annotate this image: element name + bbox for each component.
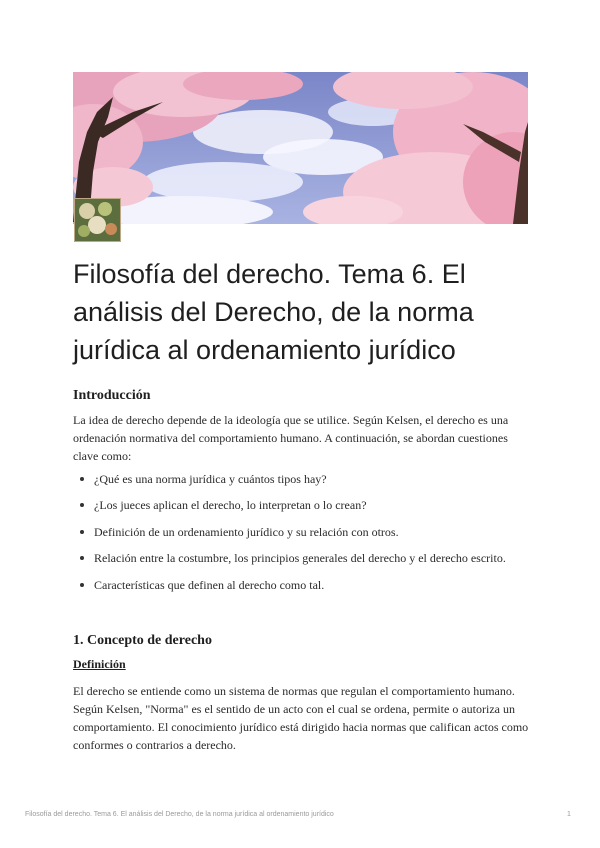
document-title: Filosofía del derecho. Tema 6. El análisis del Derecho, de la norma jurídica al ordenamiento jurídico: [73, 259, 474, 365]
list-item: [73, 523, 543, 541]
bullet-icon: [80, 530, 84, 534]
list-item-text: ¿Los jueces aplican el derecho, lo interpretan o lo crean?: [94, 498, 367, 513]
list-item: [73, 549, 543, 567]
list-item: [73, 496, 543, 514]
introduction-paragraph: La idea de derecho depende de la ideología que se utilice. Según Kelsen, el derecho es una ordenación normativa del comportamiento humano. A continuación, se abordan cuestiones clave como:: [73, 413, 509, 463]
food-photo-thumbnail: [74, 198, 121, 242]
introduction-heading: Introducción: [73, 388, 151, 403]
list-item-text: Características que definen al derecho como tal.: [94, 577, 325, 592]
cherry-blossom-banner-image: [73, 72, 528, 224]
concept-section-heading: 1. Concepto de derecho: [73, 633, 212, 648]
list-item: [73, 470, 543, 488]
bullet-icon: [80, 556, 84, 560]
list-item-text: Relación entre la costumbre, los principios generales del derecho y el derecho escrito.: [94, 551, 506, 566]
introduction-bullet-list: [73, 470, 543, 602]
bullet-icon: [80, 583, 84, 587]
bullet-icon: [80, 503, 84, 507]
bullet-icon: [80, 477, 84, 481]
definition-subheading: Definición: [73, 657, 126, 671]
list-item-text: ¿Qué es una norma jurídica y cuántos tipos hay?: [94, 472, 327, 486]
page-footer: Filosofía del derecho. Tema 6. El análisis del Derecho, de la norma jurídica al ordenamiento jurídico: [25, 811, 334, 818]
concept-paragraph: El derecho se entiende como un sistema de normas que regulan el comportamiento humano. Según Kelsen, "Norma" es el sentido de un acto con el cual se ordena, permite o autoriza un comportamiento. El conocimiento jurídico está dirigido hacia normas que califican actos como conformes o contrarios a derecho.: [73, 684, 529, 752]
list-item-text: Definición de un ordenamiento jurídico y su relación con otros.: [94, 524, 399, 539]
page-number: 1: [567, 811, 571, 818]
list-item: [73, 576, 543, 594]
